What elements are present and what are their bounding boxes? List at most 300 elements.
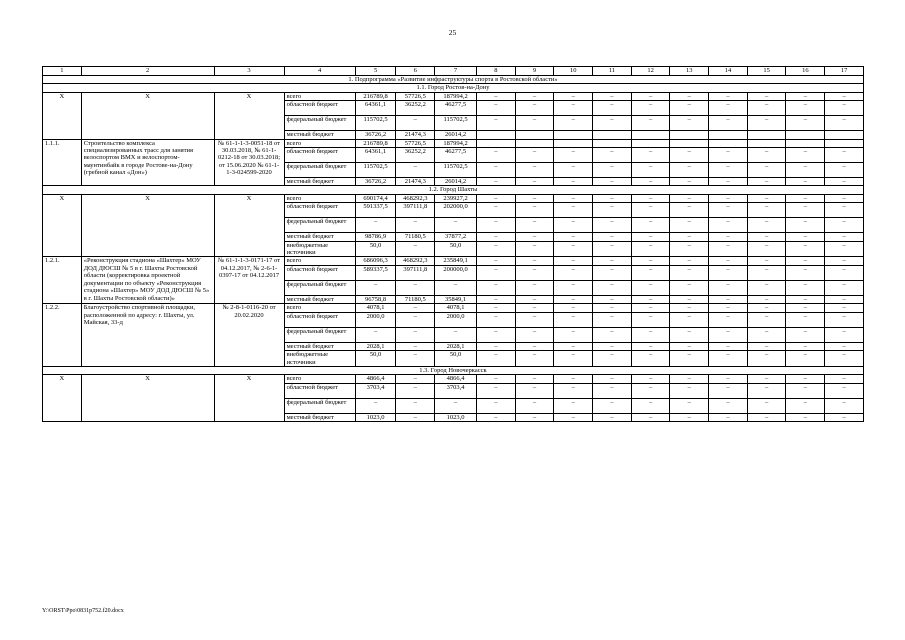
table-row [43,257,864,265]
dash-cell: – [670,295,709,303]
dash-cell: – [670,398,709,413]
funding-source: федеральный бюджет [284,327,355,342]
dash-cell: – [593,218,632,233]
value-col5: 50,0 [355,241,396,257]
dash-cell: – [786,241,825,257]
dash-cell: – [593,194,632,202]
column-header: 1 [43,67,82,76]
value-col7: 202000,0 [435,203,477,218]
item-documents: Х [214,92,284,139]
dash-cell: – [825,194,864,202]
dash-cell: – [515,304,554,312]
dash-cell: – [670,203,709,218]
dash-cell: – [670,92,709,100]
dash-cell: – [631,178,670,186]
empty-cell [593,139,632,147]
column-header: 4 [284,67,355,76]
dash-cell: – [786,218,825,233]
value-col7: 200000,0 [435,265,477,280]
dash-cell: – [476,178,515,186]
value-col5: 3703,4 [355,383,396,398]
column-number-row [43,67,864,76]
dash-cell: – [631,116,670,131]
dash-cell: – [631,295,670,303]
dash-cell: – [670,163,709,178]
dash-cell: – [825,203,864,218]
dash-cell: – [593,312,632,327]
dash-cell: – [476,92,515,100]
dash-cell: – [709,351,748,367]
dash-cell: – [825,257,864,265]
funding-source: областной бюджет [284,101,355,116]
dash-cell: – [709,257,748,265]
empty-cell [786,139,825,147]
dash-cell: – [786,351,825,367]
value-col5: 50,0 [355,351,396,367]
funding-source: всего [284,92,355,100]
dash-cell: – [631,218,670,233]
dash-cell: – [709,304,748,312]
dash-cell: – [747,178,786,186]
value-col7: 26014,2 [435,178,477,186]
item-name: Благоустройство спортивной площадки, расположенной по адресу: г. Шахты, ул. Майская, 33-д [81,304,214,367]
column-header: 15 [747,67,786,76]
dash-cell: – [786,194,825,202]
value-col6: – [396,304,435,312]
dash-cell: – [476,304,515,312]
dash-cell: – [593,351,632,367]
value-col5: 1023,0 [355,413,396,421]
dash-cell: – [515,257,554,265]
funding-source: внебюджетные источники [284,351,355,367]
value-col7: 4866,4 [435,375,477,383]
value-col5: – [355,398,396,413]
column-header: 12 [631,67,670,76]
dash-cell: – [825,148,864,163]
dash-cell: – [670,312,709,327]
dash-cell: – [670,413,709,421]
dash-cell: – [709,342,748,350]
value-col5: 686096,3 [355,257,396,265]
dash-cell: – [670,257,709,265]
dash-cell: – [631,413,670,421]
dash-cell: – [476,265,515,280]
dash-cell: – [631,351,670,367]
empty-cell [631,139,670,147]
value-col7: 187994,2 [435,92,477,100]
dash-cell: – [554,101,593,116]
value-col6: 36252,2 [396,101,435,116]
dash-cell: – [593,265,632,280]
dash-cell: – [825,233,864,241]
value-col7: 115702,5 [435,163,477,178]
value-col7: – [435,327,477,342]
dash-cell: – [476,280,515,295]
dash-cell: – [670,194,709,202]
value-col5: 4078,1 [355,304,396,312]
dash-cell: – [476,101,515,116]
funding-source: областной бюджет [284,265,355,280]
dash-cell: – [747,280,786,295]
dash-cell: – [476,342,515,350]
table-row [43,304,864,312]
dash-cell: – [476,413,515,421]
funding-source: местный бюджет [284,178,355,186]
empty-cell [554,139,593,147]
dash-cell: – [747,304,786,312]
empty-cell [786,131,825,139]
funding-source: местный бюджет [284,233,355,241]
column-header: 9 [515,67,554,76]
dash-cell: – [747,203,786,218]
column-header: 11 [593,67,632,76]
dash-cell: – [747,194,786,202]
dash-cell: – [515,280,554,295]
empty-cell [825,131,864,139]
dash-cell: – [747,101,786,116]
dash-cell: – [593,116,632,131]
dash-cell: – [476,241,515,257]
dash-cell: – [825,327,864,342]
item-name: Х [81,92,214,139]
dash-cell: – [825,304,864,312]
file-path-footer: Y:\ORST\Ppo\0831p752.f20.docx [42,608,124,614]
dash-cell: – [709,312,748,327]
dash-cell: – [709,265,748,280]
dash-cell: – [786,178,825,186]
dash-cell: – [515,342,554,350]
dash-cell: – [515,241,554,257]
value-col6: 71180,5 [396,295,435,303]
page-number: 25 [448,28,457,37]
funding-source: внебюджетные источники [284,241,355,257]
dash-cell: – [476,327,515,342]
dash-cell: – [631,312,670,327]
dash-cell: – [670,233,709,241]
dash-cell: – [476,203,515,218]
value-col5: 96758,8 [355,295,396,303]
funding-source: областной бюджет [284,383,355,398]
value-col6: 397111,8 [396,203,435,218]
dash-cell: – [554,148,593,163]
item-documents: Х [214,194,284,257]
funding-source: федеральный бюджет [284,280,355,295]
value-col7: 115702,5 [435,116,477,131]
dash-cell: – [554,342,593,350]
dash-cell: – [476,351,515,367]
dash-cell: – [747,327,786,342]
dash-cell: – [515,163,554,178]
dash-cell: – [670,383,709,398]
table-row [43,92,864,100]
empty-cell [593,131,632,139]
value-col5: 591337,5 [355,203,396,218]
value-col6: – [396,375,435,383]
dash-cell: – [593,203,632,218]
value-col7: – [435,218,477,233]
section-title: 1.3. Город Новочеркасск [43,366,864,374]
dash-cell: – [709,327,748,342]
dash-cell: – [554,178,593,186]
empty-cell [709,131,748,139]
dash-cell: – [554,218,593,233]
dash-cell: – [515,194,554,202]
value-col6: – [396,116,435,131]
value-col7: 46277,5 [435,101,477,116]
value-col5: 64361,1 [355,101,396,116]
value-col7: 1023,0 [435,413,477,421]
column-header: 5 [355,67,396,76]
item-number: Х [43,375,82,422]
dash-cell: – [593,257,632,265]
value-col7: 239927,2 [435,194,477,202]
dash-cell: – [515,312,554,327]
dash-cell: – [554,351,593,367]
value-col7: 35849,1 [435,295,477,303]
dash-cell: – [786,163,825,178]
dash-cell: – [747,375,786,383]
dash-cell: – [825,241,864,257]
empty-cell [825,139,864,147]
dash-cell: – [515,92,554,100]
dash-cell: – [631,163,670,178]
value-col6: 397111,8 [396,265,435,280]
dash-cell: – [476,398,515,413]
value-col6: – [396,342,435,350]
dash-cell: – [747,233,786,241]
value-col6: 468292,3 [396,257,435,265]
dash-cell: – [593,178,632,186]
dash-cell: – [593,342,632,350]
dash-cell: – [593,92,632,100]
dash-cell: – [709,398,748,413]
empty-cell [554,131,593,139]
dash-cell: – [515,398,554,413]
dash-cell: – [747,92,786,100]
column-header: 17 [825,67,864,76]
value-col6: – [396,413,435,421]
item-number: 1.2.1. [43,257,82,304]
value-col5: 2028,1 [355,342,396,350]
value-col6: – [396,218,435,233]
dash-cell: – [593,413,632,421]
value-col7: 4078,1 [435,304,477,312]
item-number: 1.1.1. [43,139,82,186]
item-documents: Х [214,375,284,422]
item-number: Х [43,194,82,257]
dash-cell: – [631,92,670,100]
dash-cell: – [593,327,632,342]
dash-cell: – [747,116,786,131]
value-col5: 4866,4 [355,375,396,383]
dash-cell: – [709,383,748,398]
dash-cell: – [476,194,515,202]
section-row [43,366,864,374]
dash-cell: – [709,375,748,383]
value-col5: 589337,5 [355,265,396,280]
dash-cell: – [786,101,825,116]
subprogram-title: 1. Подпрограмма «Развитие инфраструктуры спорта в Ростовской области» [43,76,864,84]
value-col7: – [435,398,477,413]
dash-cell: – [786,203,825,218]
dash-cell: – [631,241,670,257]
value-col6: – [396,351,435,367]
dash-cell: – [476,375,515,383]
dash-cell: – [554,233,593,241]
dash-cell: – [825,92,864,100]
section-row [43,84,864,92]
dash-cell: – [747,295,786,303]
dash-cell: – [476,312,515,327]
dash-cell: – [476,383,515,398]
dash-cell: – [786,304,825,312]
value-col7: 235849,1 [435,257,477,265]
dash-cell: – [825,398,864,413]
funding-source: федеральный бюджет [284,398,355,413]
dash-cell: – [515,327,554,342]
dash-cell: – [593,375,632,383]
funding-source: областной бюджет [284,312,355,327]
dash-cell: – [631,203,670,218]
dash-cell: – [515,295,554,303]
dash-cell: – [786,280,825,295]
dash-cell: – [825,413,864,421]
dash-cell: – [554,265,593,280]
funding-source: областной бюджет [284,203,355,218]
dash-cell: – [786,375,825,383]
dash-cell: – [593,398,632,413]
dash-cell: – [670,265,709,280]
dash-cell: – [670,148,709,163]
dash-cell: – [476,116,515,131]
value-col5: 216789,8 [355,92,396,100]
dash-cell: – [515,101,554,116]
dash-cell: – [476,233,515,241]
value-col6: – [396,398,435,413]
dash-cell: – [825,101,864,116]
dash-cell: – [631,148,670,163]
funding-source: местный бюджет [284,342,355,350]
dash-cell: – [670,101,709,116]
dash-cell: – [554,92,593,100]
empty-cell [515,139,554,147]
dash-cell: – [825,383,864,398]
value-col5: 36726,2 [355,178,396,186]
dash-cell: – [515,265,554,280]
empty-cell [476,139,515,147]
dash-cell: – [670,351,709,367]
dash-cell: – [631,342,670,350]
dash-cell: – [593,101,632,116]
dash-cell: – [515,351,554,367]
dash-cell: – [786,327,825,342]
dash-cell: – [554,241,593,257]
dash-cell: – [747,342,786,350]
dash-cell: – [554,312,593,327]
item-documents: № 2-8-1-0116-20 от 20.02.2020 [214,304,284,367]
dash-cell: – [670,280,709,295]
dash-cell: – [593,383,632,398]
dash-cell: – [631,101,670,116]
column-header: 14 [709,67,748,76]
funding-source: всего [284,375,355,383]
item-name: «Реконструкция стадиона «Шахтер» МОУ ДОД ДЮСШ № 5 в г. Шахты Ростовской области (корректировка проектной документации по объекту «Реконструкция стадиона «Шахтер» МОУ ДОД ДЮСШ № 5» в г. Шахты Ростовской области)» [81,257,214,304]
section-title: 1.1. Город Ростов-на-Дону [43,84,864,92]
item-number: Х [43,92,82,139]
dash-cell: – [593,233,632,241]
dash-cell: – [554,194,593,202]
dash-cell: – [825,312,864,327]
dash-cell: – [515,116,554,131]
dash-cell: – [709,413,748,421]
section-row [43,186,864,194]
empty-cell [709,139,748,147]
dash-cell: – [670,178,709,186]
dash-cell: – [554,304,593,312]
dash-cell: – [709,92,748,100]
dash-cell: – [476,163,515,178]
dash-cell: – [670,342,709,350]
dash-cell: – [709,241,748,257]
dash-cell: – [709,295,748,303]
dash-cell: – [670,304,709,312]
dash-cell: – [709,116,748,131]
dash-cell: – [786,312,825,327]
dash-cell: – [825,295,864,303]
funding-source: местный бюджет [284,131,355,139]
dash-cell: – [786,116,825,131]
item-name: Х [81,375,214,422]
value-col6: – [396,280,435,295]
value-col7: 187994,2 [435,139,477,147]
dash-cell: – [670,327,709,342]
item-number: 1.2.2. [43,304,82,367]
dash-cell: – [825,116,864,131]
dash-cell: – [709,178,748,186]
funding-source: всего [284,194,355,202]
dash-cell: – [476,257,515,265]
value-col6: – [396,241,435,257]
empty-cell [631,131,670,139]
value-col6: 57726,5 [396,92,435,100]
value-col6: 71180,5 [396,233,435,241]
empty-cell [670,139,709,147]
value-col5: 64361,1 [355,148,396,163]
dash-cell: – [747,312,786,327]
value-col5: 98786,9 [355,233,396,241]
dash-cell: – [747,398,786,413]
dash-cell: – [515,218,554,233]
value-col5: 216789,8 [355,139,396,147]
dash-cell: – [825,265,864,280]
dash-cell: – [554,398,593,413]
dash-cell: – [825,342,864,350]
value-col6: – [396,163,435,178]
column-header: 7 [435,67,477,76]
dash-cell: – [515,203,554,218]
dash-cell: – [554,257,593,265]
empty-cell [476,131,515,139]
dash-cell: – [709,148,748,163]
dash-cell: – [476,295,515,303]
value-col5: 2000,0 [355,312,396,327]
empty-cell [747,139,786,147]
dash-cell: – [631,327,670,342]
table-row [43,139,864,147]
value-col6: – [396,312,435,327]
dash-cell: – [709,101,748,116]
value-col7: 3703,4 [435,383,477,398]
